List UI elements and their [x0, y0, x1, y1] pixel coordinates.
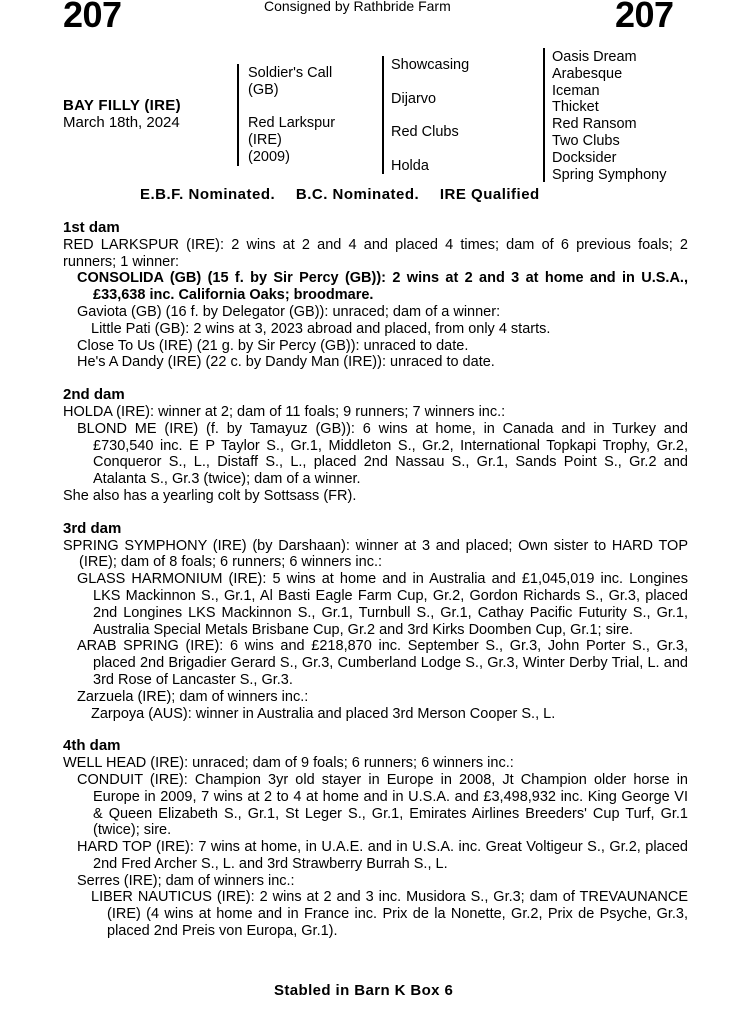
third-dam-line-4: Zarzuela (IRE); dam of winners inc.:	[77, 688, 309, 705]
gg-7: Docksider	[552, 149, 617, 166]
gg-1: Oasis Dream	[552, 49, 637, 65]
gg-6: Two Clubs	[552, 132, 620, 149]
nomination-bc: B.C. Nominated.	[295, 186, 420, 203]
gg-8: Spring Symphony	[552, 166, 667, 183]
pedigree-grandparents	[391, 57, 469, 174]
dam-line-2: (IRE)	[248, 132, 282, 149]
fourth-dam-line-4: Serres (IRE); dam of winners inc.:	[77, 872, 295, 889]
third-dam-heading: 3rd dam	[63, 519, 122, 537]
second-dam-line-2: BLOND ME (IRE) (f. by Tamayuz (GB)): 6 wins at home, in Canada and in Turkey and £730,540 inc. E P Taylor S., Gr.1, Middleton S., Gr.2, International Topkapi Trophy, Gr.2, Conqueror S., L., Distaff S., L., placed 2nd Nassau S., Gr.1, Sands Point S., Gr.2 and Atalanta S., Gr.3 (twice); dam of a winner.	[77, 420, 688, 488]
grand-dam-dam: Holda	[391, 157, 429, 174]
dam-line-1: Red Larkspur	[248, 115, 336, 132]
fourth-dam-line-5: LIBER NAUTICUS (IRE): 2 wins at 2 and 3 inc. Musidora S., Gr.3; dam of TREVAUNANCE (IRE) (4 wins at home and in France inc. Prix de la Nonette, Gr.2, Prix de Psyche, Gr.3, placed 2nd Preis von Europa, Gr.1).	[91, 889, 688, 940]
gg-4: Thicket	[552, 99, 599, 116]
first-dam-line-4: Little Pati (GB): 2 wins at 3, 2023 abroad and placed, from only 4 starts.	[91, 320, 551, 337]
sire-line-2: (GB)	[248, 81, 279, 98]
first-dam-line-6: He's A Dandy (IRE) (22 c. by Dandy Man (IRE)): unraced to date.	[77, 354, 495, 371]
pedigree-bar-2	[382, 56, 384, 174]
dam-line-3: (2009)	[248, 148, 290, 165]
nomination-ebf: E.B.F. Nominated.	[140, 186, 276, 203]
first-dam-line-3: Gaviota (GB) (16 f. by Delegator (GB)): unraced; dam of a winner:	[77, 303, 501, 320]
lot-number-left: 207	[63, 0, 122, 35]
lot-number-right: 207	[615, 0, 674, 35]
fourth-dam-line-3: HARD TOP (IRE): 7 wins at home, in U.A.E. and in U.S.A. inc. Great Voltigeur S., Gr.2, placed 2nd Fred Archer S., L. and 3rd Strawberry Burrah S., L.	[77, 839, 688, 872]
gg-2: Arabesque	[552, 65, 623, 82]
first-dam-heading: 1st dam	[63, 219, 120, 236]
fourth-dam-heading: 4th dam	[63, 737, 121, 755]
nomination-ire: IRE Qualified	[439, 186, 540, 203]
second-dam-line-3: She also has a yearling colt by Sottsass (FR).	[63, 487, 357, 504]
grand-sire-dam: Red Clubs	[391, 124, 459, 140]
second-dam-line-1: HOLDA (IRE): winner at 2; dam of 11 foals; 9 runners; 7 winners inc.:	[63, 403, 506, 420]
gg-3: Iceman	[552, 82, 600, 99]
catalogue-body	[63, 220, 688, 940]
stabled-location: Stabled in Barn K Box 6	[274, 982, 454, 999]
first-dam-line-1: RED LARKSPUR (IRE): 2 wins at 2 and 4 and placed 4 times; dam of 6 previous foals; 2 runners; 1 winner:	[63, 236, 688, 270]
first-dam-line-5: Close To Us (IRE) (21 g. by Sir Percy (GB)): unraced to date.	[77, 337, 469, 354]
fourth-dam-line-2: CONDUIT (IRE): Champion 3yr old stayer in Europe in 2008, Jt Champion older horse in Europe in 2009, 7 wins at 2 to 4 at home and in U.S.A. and £3,498,932 inc. King George VI & Queen Elizabeth S., Gr.1, St Leger S., Gr.1, Emirates Airlines Breeders' Cup Turf, Gr.1 (twice); sire.	[77, 771, 688, 839]
horse-name: BAY FILLY (IRE)	[63, 97, 181, 114]
grand-dam-sire: Dijarvo	[391, 90, 437, 107]
fourth-dam-line-1: WELL HEAD (IRE): unraced; dam of 9 foals; 6 runners; 6 winners inc.:	[63, 755, 514, 772]
third-dam-line-2: GLASS HARMONIUM (IRE): 5 wins at home and in Australia and £1,045,019 inc. Longines LKS Mackinnon S., Gr.1, Al Basti Eagle Farm Cup, Gr.2, Gordon Richards S., Gr.3, placed 2nd Longines LKS Mackinnon S., Gr.1, Turnbull S., Gr.1, Cathay Pacific Futurity S., Gr.1, Australia Special Metals Brisbane Cup, Gr.2 and 3rd Kirks Doomben Cup, Gr.1; sire.	[77, 571, 688, 638]
nominations	[140, 186, 556, 203]
third-dam-line-5: Zarpoya (AUS): winner in Australia and placed 3rd Merson Cooper S., L.	[91, 705, 556, 722]
first-dam-line-2: CONSOLIDA (GB) (15 f. by Sir Percy (GB)): 2 wins at 2 and 3 at home and in U.S.A., £33,638 inc. California Oaks; broodmare.	[77, 270, 688, 304]
pedigree-parents	[248, 65, 335, 166]
second-dam-heading: 2nd dam	[63, 386, 125, 404]
pedigree-great-grandparents	[552, 49, 666, 183]
third-dam-line-1: SPRING SYMPHONY (IRE) (by Darshaan): winner at 3 and placed; Own sister to HARD TOP (IRE); dam of 8 foals; 6 runners; 6 winners inc.:	[63, 537, 688, 571]
third-dam-line-3: ARAB SPRING (IRE): 6 wins and £218,870 inc. September S., Gr.3, John Porter S., Gr.3, placed 2nd Brigadier Gerard S., Gr.3, Cumberland Lodge S., Gr.3, Winter Derby Trial, L. and 3rd Rose of Lancaster S., Gr.3.	[77, 638, 688, 688]
pedigree-bar-3	[543, 48, 545, 182]
consignor: Consigned by Rathbride Farm	[264, 0, 451, 14]
pedigree-bar-1	[237, 64, 239, 166]
foaled-date: March 18th, 2024	[63, 114, 180, 131]
gg-5: Red Ransom	[552, 116, 637, 133]
grand-sire-sire: Showcasing	[391, 57, 470, 73]
sire-line-1: Soldier's Call	[248, 65, 333, 81]
horse-info	[63, 97, 181, 131]
